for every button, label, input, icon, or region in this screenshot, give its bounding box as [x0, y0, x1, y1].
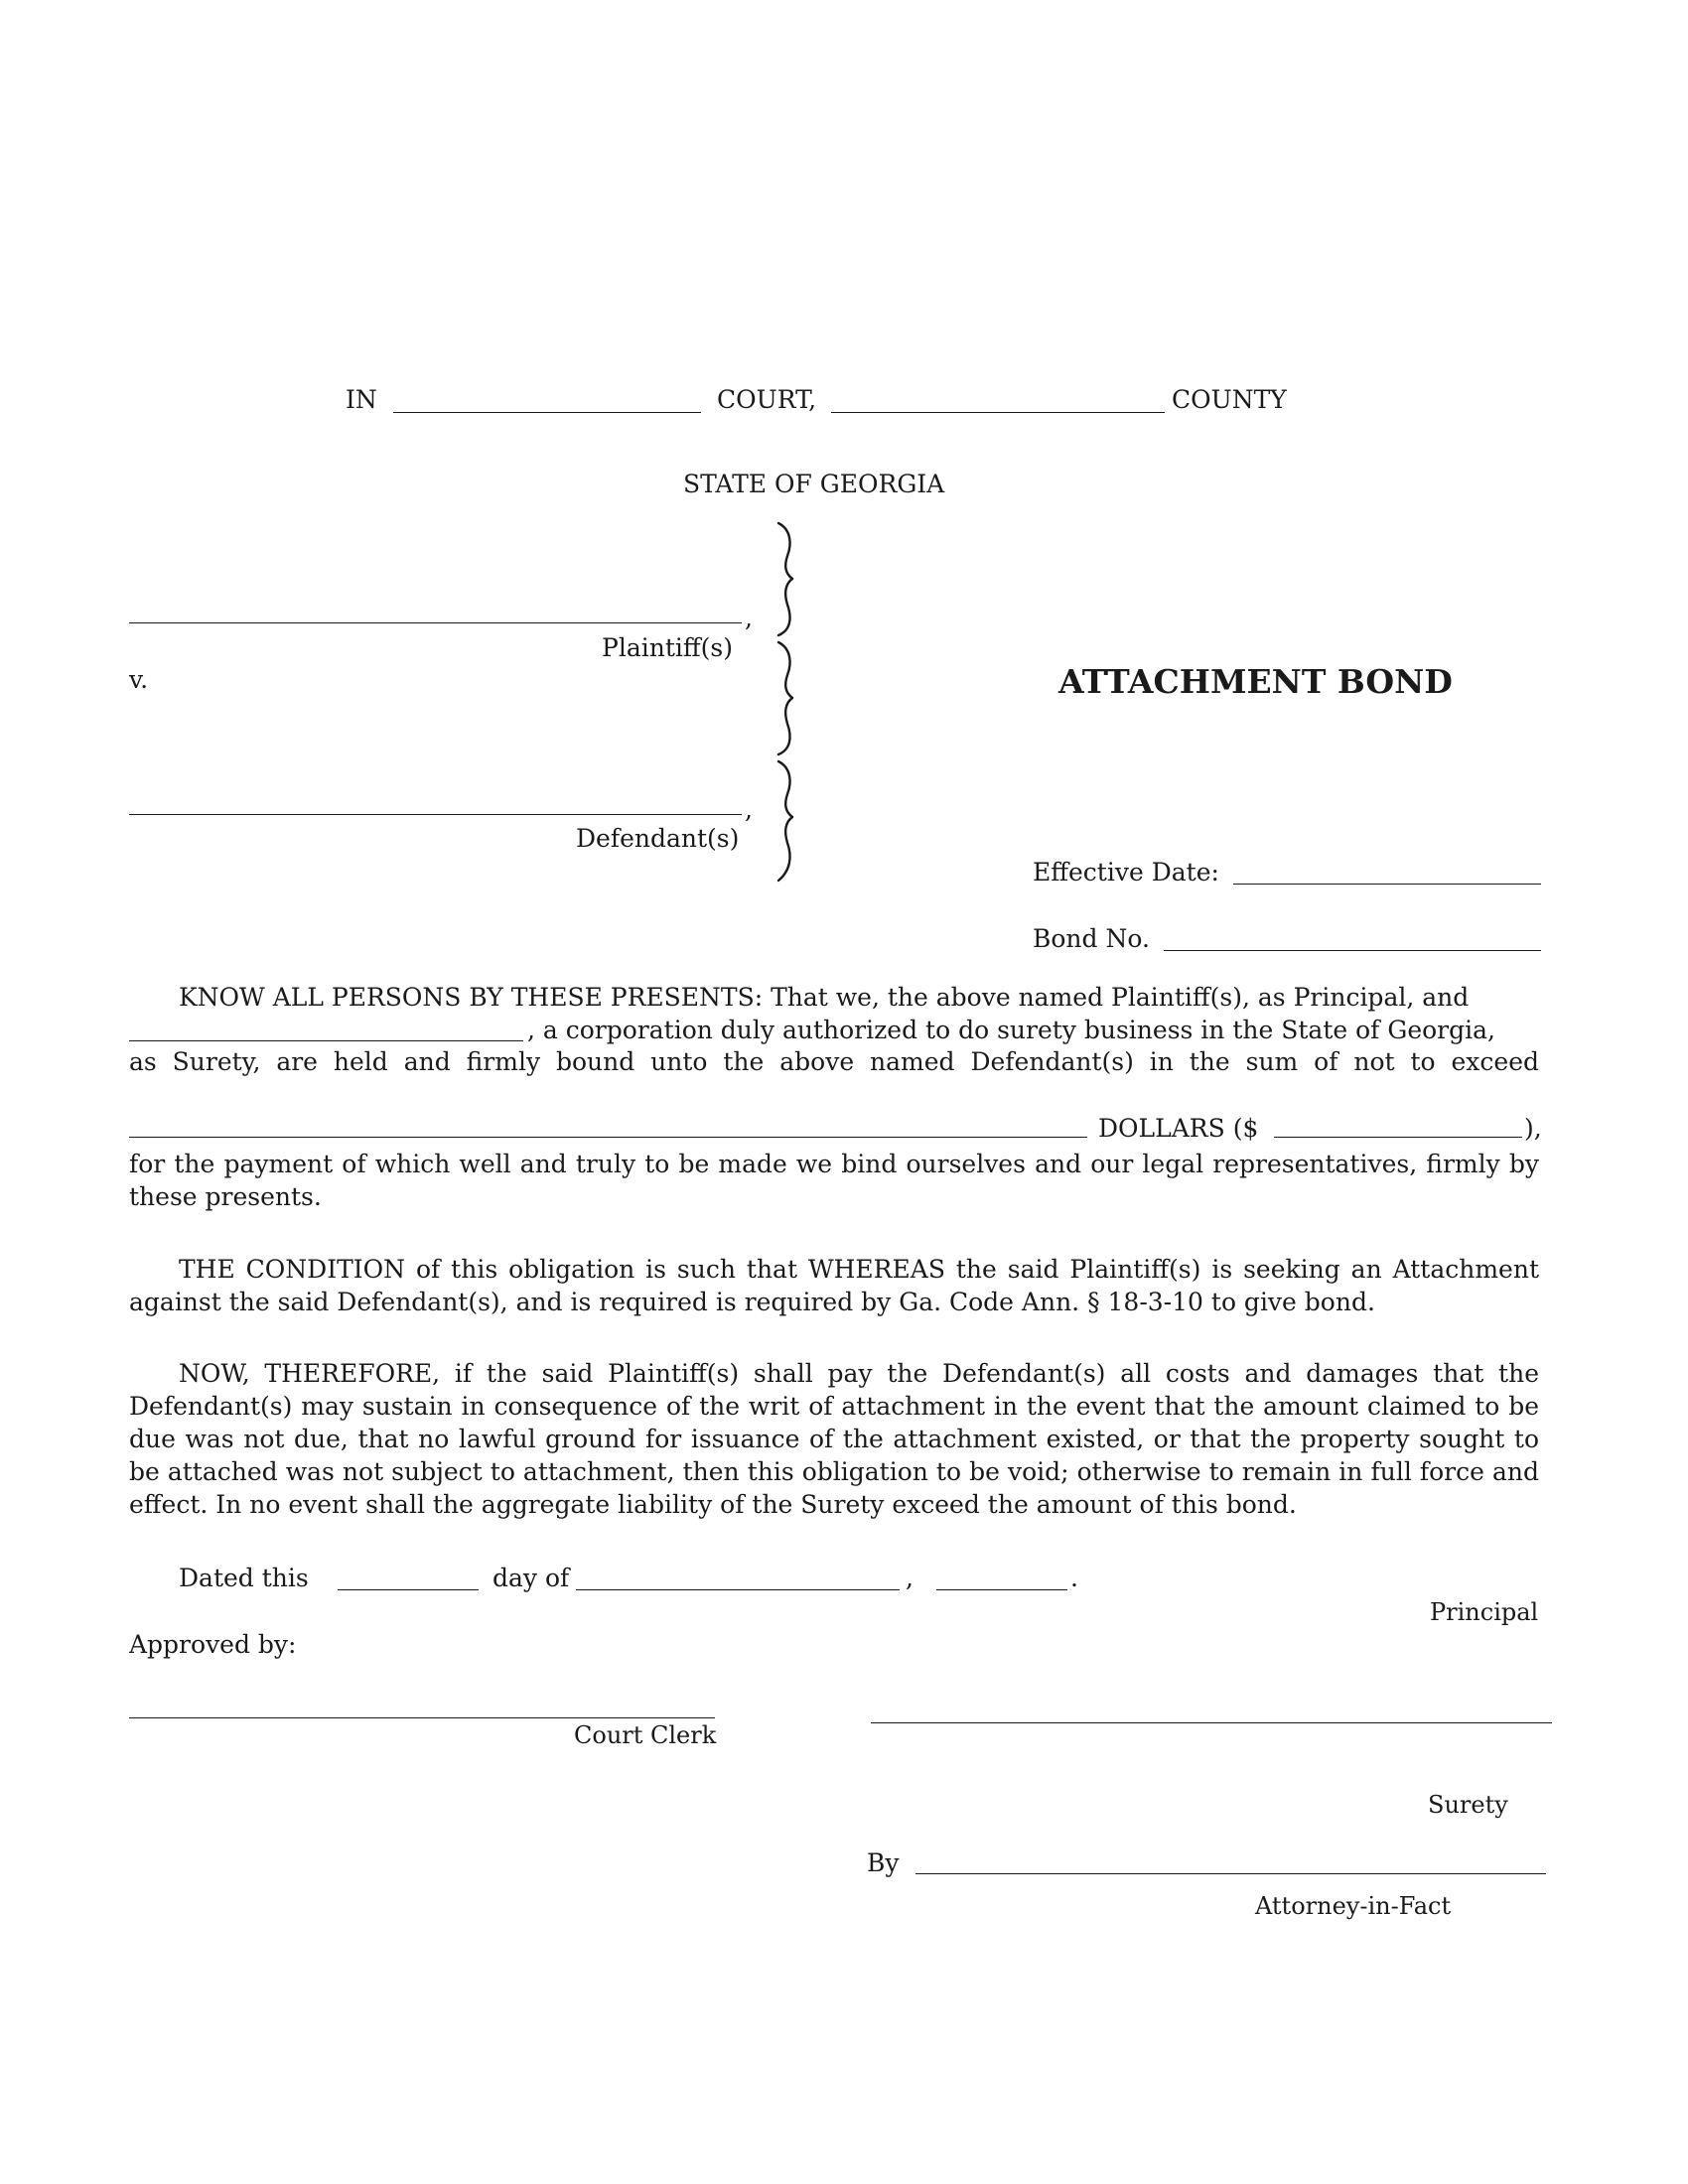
court-label: COURT, — [717, 385, 817, 414]
effective-date-blank[interactable] — [1233, 884, 1541, 885]
bond-no-blank[interactable] — [1164, 950, 1541, 951]
plaintiff-label: Plaintiff(s) — [602, 633, 733, 662]
attorney-in-fact-label: Attorney-in-Fact — [1255, 1892, 1452, 1920]
county-name-blank[interactable] — [831, 412, 1165, 413]
surety-label: Surety — [1428, 1791, 1508, 1819]
court-clerk-signature-line[interactable] — [129, 1717, 715, 1718]
amount-figure-blank[interactable] — [1274, 1137, 1522, 1138]
bond-intro-line-2: , a corporation duly authorized to do surety business in the State of Georgia, — [527, 1016, 1495, 1044]
day-of-label: day of — [492, 1564, 570, 1592]
dated-day-blank[interactable] — [338, 1589, 479, 1590]
state-heading: STATE OF GEORGIA — [683, 470, 945, 498]
document-title: ATTACHMENT BOND — [1058, 662, 1453, 701]
bond-intro-line-1: KNOW ALL PERSONS BY THESE PRESENTS: That we, the above named Plaintiff(s), as Principal, and — [179, 983, 1470, 1012]
effective-date-label: Effective Date: — [1033, 858, 1219, 887]
attorney-signature-line[interactable] — [915, 1873, 1546, 1874]
dated-this-label: Dated this — [179, 1564, 309, 1592]
bond-no-label: Bond No. — [1033, 924, 1150, 953]
court-clerk-label: Court Clerk — [574, 1721, 717, 1749]
plaintiff-comma: , — [745, 604, 753, 632]
defendant-name-blank[interactable] — [129, 814, 742, 815]
bond-intro-line-3: as Surety, are held and firmly bound unto the above named Defendant(s) in the sum of not to exceed — [129, 1047, 1539, 1076]
amount-words-blank[interactable] — [129, 1137, 1087, 1138]
surety-name-blank[interactable] — [129, 1040, 523, 1041]
approved-by-label: Approved by: — [129, 1630, 297, 1659]
county-label: COUNTY — [1172, 385, 1287, 414]
dated-month-blank[interactable] — [576, 1589, 900, 1590]
therefore-paragraph: NOW, THEREFORE, if the said Plaintiff(s) shall pay the Defendant(s) all costs and damages that the Defendant(s) may sustain in consequence of the writ of attachment in the event that the amount claimed to be due was not due, that no lawful ground for issuance of the attachment existed, or that the property sought to be attached was not subject to attachment, then this obligation to be void; otherwise to remain in full force and effect. In no event shall the aggregate liability of the Surety exceed the amount of this bond. — [129, 1359, 1539, 1519]
principal-signature-line[interactable] — [871, 1722, 1552, 1723]
plaintiff-name-blank[interactable] — [129, 622, 742, 623]
bond-payment-clause: for the payment of which well and truly to be made we bind ourselves and our legal representatives, firmly by these presents. — [129, 1150, 1539, 1211]
condition-paragraph: THE CONDITION of this obligation is such that WHEREAS the said Plaintiff(s) is seeking an Attachment against the said Defendant(s), and is required is required by Ga. Code Ann. § 18-3-10 to give bond. — [129, 1255, 1539, 1316]
dollars-label: DOLLARS ($ — [1098, 1114, 1259, 1143]
dated-year-blank[interactable] — [936, 1589, 1067, 1590]
dated-period: . — [1070, 1564, 1078, 1592]
defendant-label: Defendant(s) — [576, 824, 740, 853]
defendant-comma: , — [745, 795, 753, 824]
principal-label: Principal — [1430, 1598, 1539, 1626]
dollars-close: ), — [1524, 1114, 1542, 1143]
in-label: IN — [346, 385, 377, 414]
court-name-blank[interactable] — [393, 412, 701, 413]
by-label: By — [867, 1848, 900, 1877]
dated-comma: , — [906, 1564, 914, 1592]
versus-label: v. — [129, 665, 149, 694]
caption-brace — [773, 521, 812, 892]
